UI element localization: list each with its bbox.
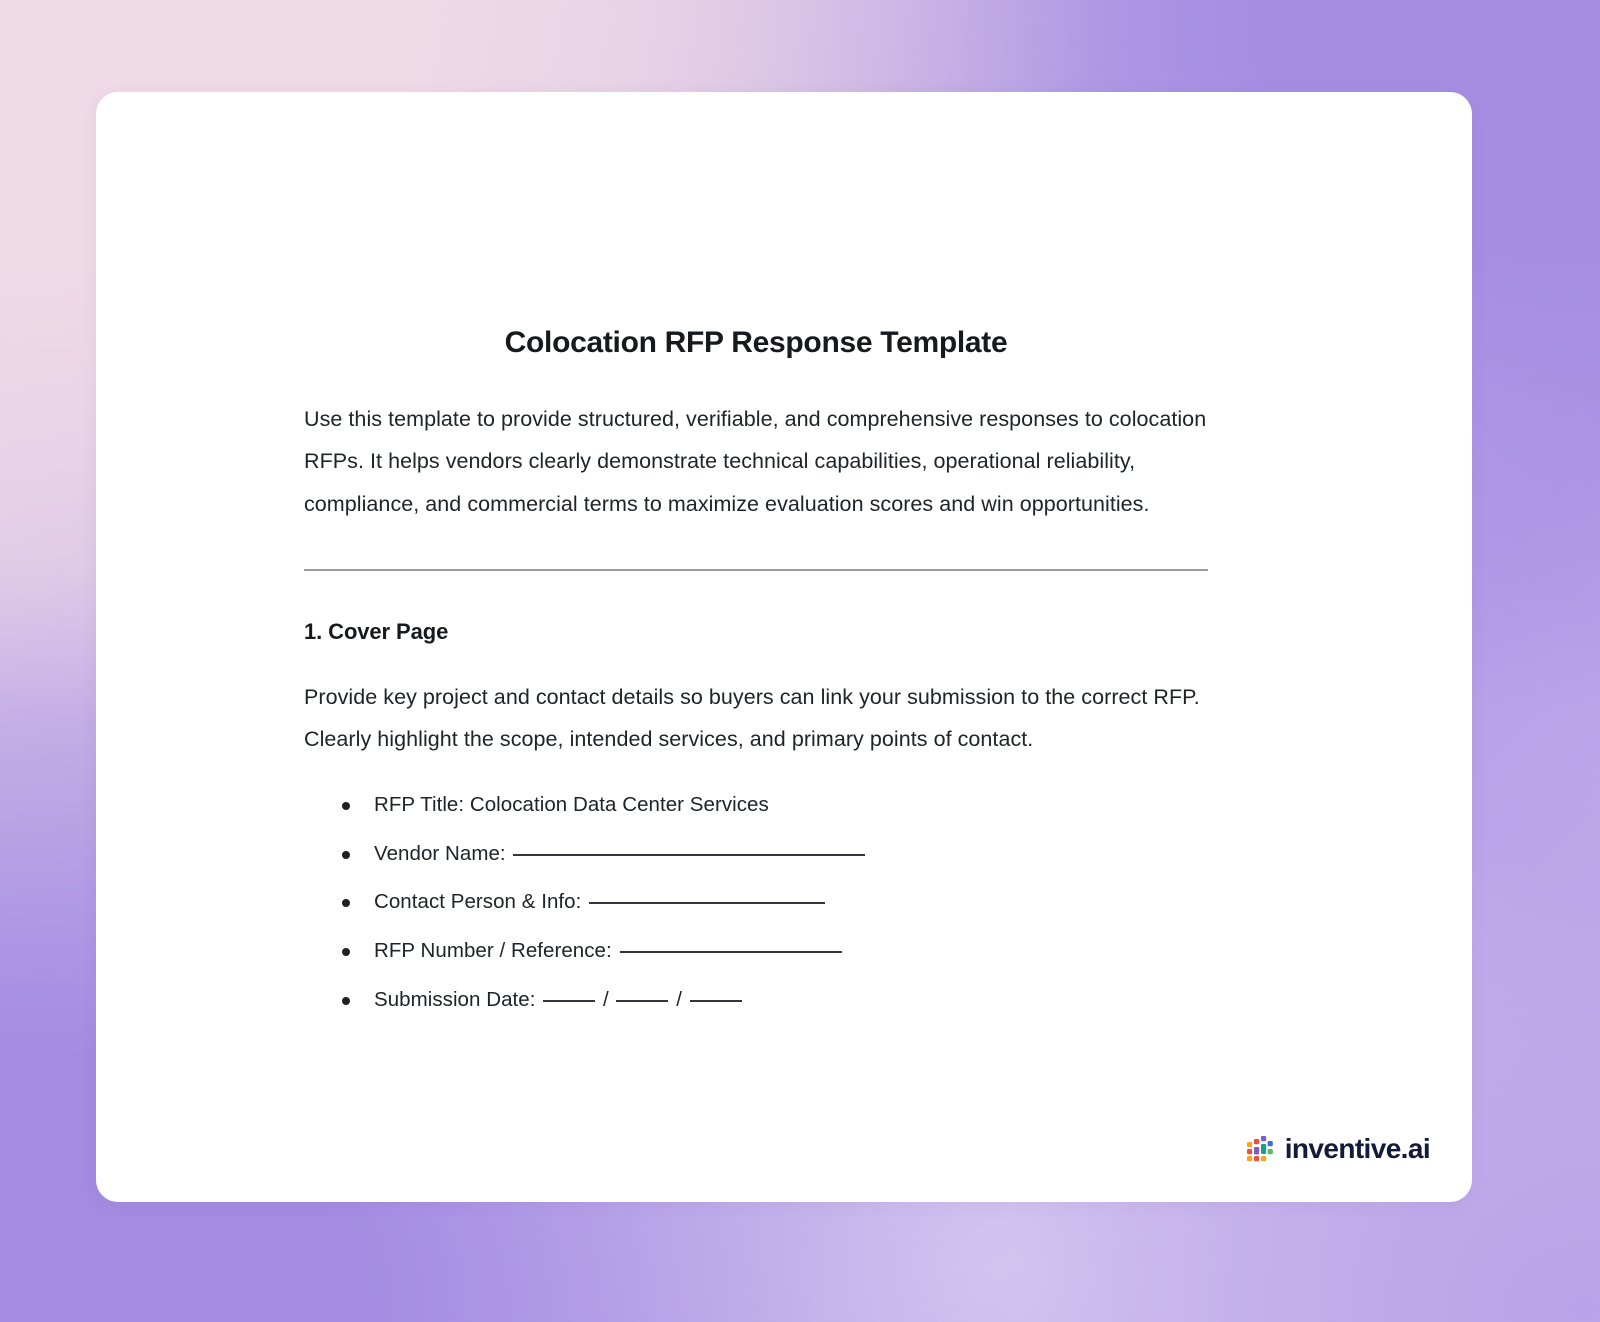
section-description: Provide key project and contact details so buyers can link your submission to the correct RFP. Clearly highlight the scope, intended services, and primary points of contact.: [304, 685, 1200, 752]
section-divider: [304, 569, 1208, 571]
intro-paragraph: Use this template to provide structured, verifiable, and comprehensive responses to colocation RFPs. It helps vendors clearly demonstrate technical capabilities, operational reliability, compliance, and commercial terms to maximize evaluation scores and win opportunities.: [304, 406, 1207, 516]
list-item-label: Contact Person & Info:: [374, 890, 582, 914]
list-item: [304, 888, 1208, 916]
section-heading-cover-page: 1. Cover Page: [304, 619, 449, 645]
logo-wordmark: inventive.ai: [1284, 1133, 1430, 1164]
inventive-ai-logo: [1246, 1134, 1430, 1164]
inventive-logo-mark-icon: [1246, 1134, 1276, 1164]
list-item: [304, 840, 1208, 868]
date-blank[interactable]: [616, 1000, 668, 1002]
fill-in-blank[interactable]: [513, 854, 865, 856]
list-item: [304, 986, 1208, 1014]
fill-in-blank[interactable]: [589, 902, 825, 904]
document-content: [304, 324, 1208, 1034]
list-item-label: Vendor Name:: [374, 841, 506, 865]
list-item: [304, 791, 1208, 819]
list-item-label: RFP Title: Colocation Data Center Services: [374, 793, 769, 817]
list-item-label: Submission Date:: [374, 987, 536, 1011]
fill-in-blank[interactable]: [620, 951, 842, 953]
list-item: [304, 937, 1208, 965]
date-separator: /: [670, 987, 688, 1011]
date-separator: /: [597, 987, 615, 1011]
date-blank[interactable]: [690, 1000, 742, 1002]
list-item-label: RFP Number / Reference:: [374, 939, 612, 963]
cover-page-field-list: [304, 791, 1208, 1013]
date-blank[interactable]: [543, 1000, 595, 1002]
document-card: [96, 92, 1472, 1202]
document-title: Colocation RFP Response Template: [504, 326, 1008, 359]
